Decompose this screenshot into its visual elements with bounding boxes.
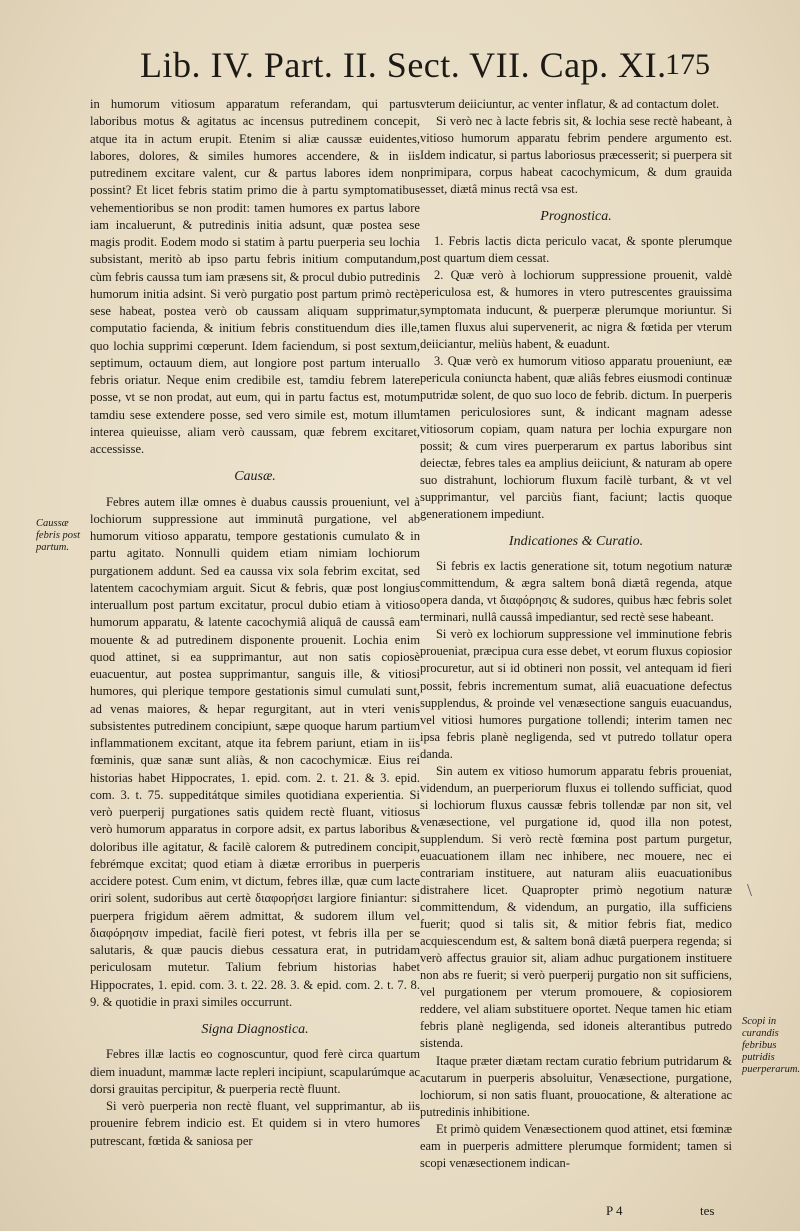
margin-note-right: Scopi in curandis febribus putridis puerperarum. <box>742 1016 800 1075</box>
signature-mark: P 4 <box>606 1203 623 1218</box>
paragraph: in humorum vitiosum apparatum referandam, qui partus laboribus motus & agitatus ac incensus putredinem concepit, atque ita in actum erupit. Etenim si aliæ caussæ euidentes, labores, dolores, & similes humores accendere, & in iis putredinem excitare valent, cur & partus labores idem non possint? Et licet febris statim primo die à partu symptomatibus vehementioribus se non prodit: tamen humores ex partus labore iam incaluerunt, & putredinis initia adsunt, quæ postea sese magis prodit. Eodem modo si statim à partu puerperia seu lochia subsistant, meritò ab ipso partu febris initium computandum, cùm febris caussa tum iam præsens sit, & procul dubio putredinis humorum initia adsint. Si verò purgatio post partum primò rectè sese habeat, postea verò ob caussam aliquam supprimatur, computatio facienda, & initium febris constituendum dies ille, quo lochia supprimi cœperunt. Idem faciendum, si post sextum, septimum, octauum diem, aut longiore post partum interuallo febris oriatur. Neque enim credibile est, tamdiu febrem latere posse, vt se non prodat, aut eum, qui in partu factus est, motum tamdiu sese extendere posse, sed vero simile est, motum illum interea quieuisse, aliam verò caussam, quæ febrem excitaret, accessisse. <box>90 97 420 456</box>
paragraph: Et primò quidem Venæsectionem quod attinet, etsi fœminæ eam in puerperis admittere plerumque formident; tamen si scopi venæsectionem indican- <box>420 1121 732 1170</box>
running-title: Lib. IV. Part. II. Sect. VII. Cap. XI. <box>140 45 667 85</box>
list-item: 1. Febris lactis dicta periculo vacat, & sponte plerumque post quartum diem cessat. <box>420 234 732 266</box>
section-heading-signa: Signa Diagnostica. <box>201 1022 309 1037</box>
section-heading-indicationes: Indicationes & Curatio. <box>508 534 644 550</box>
right-column <box>420 96 732 1172</box>
section-heading-prognostica: Prognostica. <box>540 209 612 225</box>
paragraph: Si verò ex lochiorum suppressione vel imminutione febris proueniat, præcipua cura esse debet, vt eorum fluxus copiosior procuretur, aut si id obtineri non possit, vel antequam id fieri possit, febris incrementum sumat, aliâ euacuatione defectus supplendus, & proinde vel venæsectione sanguis euacuandus, vel vitiosi humores purgatione tollendi; interim tamen nec ipsa febris planè negligenda, sed vt putredo tollatur opera danda. <box>420 627 732 761</box>
page-number: 175 <box>665 48 710 81</box>
paragraph: vterum deiiciuntur, ac venter inflatur, & ad contactum dolet. <box>420 97 720 111</box>
paragraph: Si febris ex lactis generatione sit, totum negotium naturæ committendum, & ægra saltem bonâ diætâ regenda, atque opera danda, vt διαφόρησις & sudores, quibus hæc febris solet terminari, nullâ caussâ impediantur, sed rectè sese habeant. <box>420 559 732 625</box>
running-head <box>140 44 710 92</box>
section-heading-causae: Causæ. <box>234 469 276 485</box>
list-item: 2. Quæ verò à lochiorum suppressione prouenit, valdè periculosa est, & humores in vtero putrescentes grauissima symptomata inducunt, & puerperæ plerumque moriuntur. Si tamen fluxus alui supervenerit, ac nigra & fœtida per vterum deiiciantur, meliùs habent, & euadunt. <box>420 268 732 351</box>
paragraph: Si verò puerperia non rectè fluant, vel supprimantur, ab iis prouenire febrem indicio est. Et quidem si in vtero humores putrescant, fœtida & saniosa per <box>90 1099 420 1148</box>
margin-note-left: Caussæ febris post partum. <box>36 518 81 553</box>
margin-mark-icon: \ <box>747 880 753 900</box>
left-column <box>90 96 420 1150</box>
list-item: 3. Quæ verò ex humorum vitioso apparatu proueniunt, eæ pericula coniuncta habent, quæ aliâs febres eiusmodi continuæ putridæ solent, de quo suo loco de febrib. dictum. In puerperis tamen periculosiores sunt, & indicant magnam adesse vitiosorum copiam, quam natura per lochia expurgare non possit; & cum vires puerperarum ex partus laboribus sint deiectæ, febres tales ea amplius deiiciunt, & naturam ab opere suo distrahunt, lochiorum fluxum facilè turbant, & vt vel supprimantur, vel parciùs fiant, faciunt; lactis quoque generationem impediunt. <box>420 353 732 522</box>
paragraph: Sin autem ex vitioso humorum apparatu febris proueniat, videndum, an puerperiorum fluxus ei tollendo sufficiat, quod si lochiorum fluxus caussæ febris tollendæ par non sit, vel venæsectione, vel purgatione id, quod illa non potest, supplendum. Si verò rectè fœmina post partum purgetur, euacuationem illam nec inhibere, nec mouere, nec ei contrariam instituere, aut naturam aliis euacuationibus distrahere licet. Quapropter primò negotium naturæ committendum, & videndum, an purgatio, illa sufficiens fuerit; quod si talis sit, & mitior febris fiat, medico acquiescendum est, & saltem bonâ diætâ puerpera regenda; si verò affectus grauior sit, aliam adhuc purgationem instituere non abs re fuerit; si verò puerperij purgatio non sit sufficiens, vel purgationem per vterum promouere, & copiosiorem reddere, vel aliam substituere oportet. Neque tamen hic etiam febris planè negligenda, sed idoneis alterantibus putredo sistenda. <box>420 763 732 1051</box>
catchword: tes <box>700 1203 715 1218</box>
paragraph: Itaque præter diætam rectam curatio febrium putridarum & acutarum in puerperis absoluitur, Venæsectione, purgatione, lochiorum, si non satis fluant, prouocatione, & alteratione ac putredinis inhibitione. <box>420 1053 732 1119</box>
paragraph: Si verò nec à lacte febris sit, & lochia sese rectè habeant, à vitioso humorum apparatu febrim pendere argumento est. Idem indicatur, si partus laboriosus præcesserit; si puerpera sit primipara, corpus habeat cacochymicum, & dum grauida esset, diætâ minus rectâ vsa est. <box>420 114 732 197</box>
paragraph: Febres autem illæ omnes è duabus caussis proueniunt, vel à lochiorum suppressione aut imminutâ purgatione, vel ab humorum vitioso apparatu, tempore gestationis cumulato & in partu agitato. Nonnulli quidem etiam nimiam lochiorum purgationem addunt. Sed ea caussa vix sola febrim excitat, sed latentem cacochymiam arguit. Sicut & febris, quæ post longius interuallum post partum excitatur, procul dubio etiam à vitioso humorum apparatu, & latente cacochymiâ aliquâ de caussâ eam mouente & ad putredinem disponente prouenit. Lochia enim quod attinet, si ea supprimantur, aut non satis copiosè euacuentur, aut postea supprimantur, sanguis ille, & vitiosi humores, qui plerique tempore gestationis simul cumulati sunt, ad venas maiores, & hepar regurgitant, aut in vteri venis subsistentes putredinem concipiunt, sæpe quoque harum partium inflammationem excitant, atque ita febrem pariunt, etiam in iis fœminis, quæ sanæ sunt aliàs, & non cacochymicæ. Eius rei historias habet Hippocrates, 1. epid. com. 2. t. 21. & 3. epid. com. 3. t. 75. suppeditátque similes quotidiana experientia. Si verò puerperij purgationes satis quidem rectè fluant, vitiosus verò humorum apparatus in corpore adsit, ex partus laboribus & doloribus ille agitatur, & facilè calorem & putredinem concipit, febrémque excitat; quod etiam à diætæ erroribus in puerperis accidere potest. Cum enim, vt dictum, febres illæ, quæ cum lacte oriri solent, sudoribus aut certè διαφορήσει largiore finiantur: si puerpera frigidum aërem admittat, & sudorem illum vel διαφόρησιν impediat, facilè fieri potest, vt febris illa per se salutaris, & quæ paucis diebus cessatura erat, in putridam periculosam mutetur. Talium febrium historias habet Hippocrates, 1. epid. com. 3. t. 22. 28. 3. & epid. com. 2. t. 7. 8. 9. & quotidie in praxi similes occurrunt. <box>90 494 420 1009</box>
paragraph: Febres illæ lactis eo cognoscuntur, quod ferè circa quartum diem inuadunt, mammæ lacte repleri incipiunt, scapularúmque ac dorsi grauitas percipitur, & puerperia rectè fluunt. <box>90 1047 420 1096</box>
